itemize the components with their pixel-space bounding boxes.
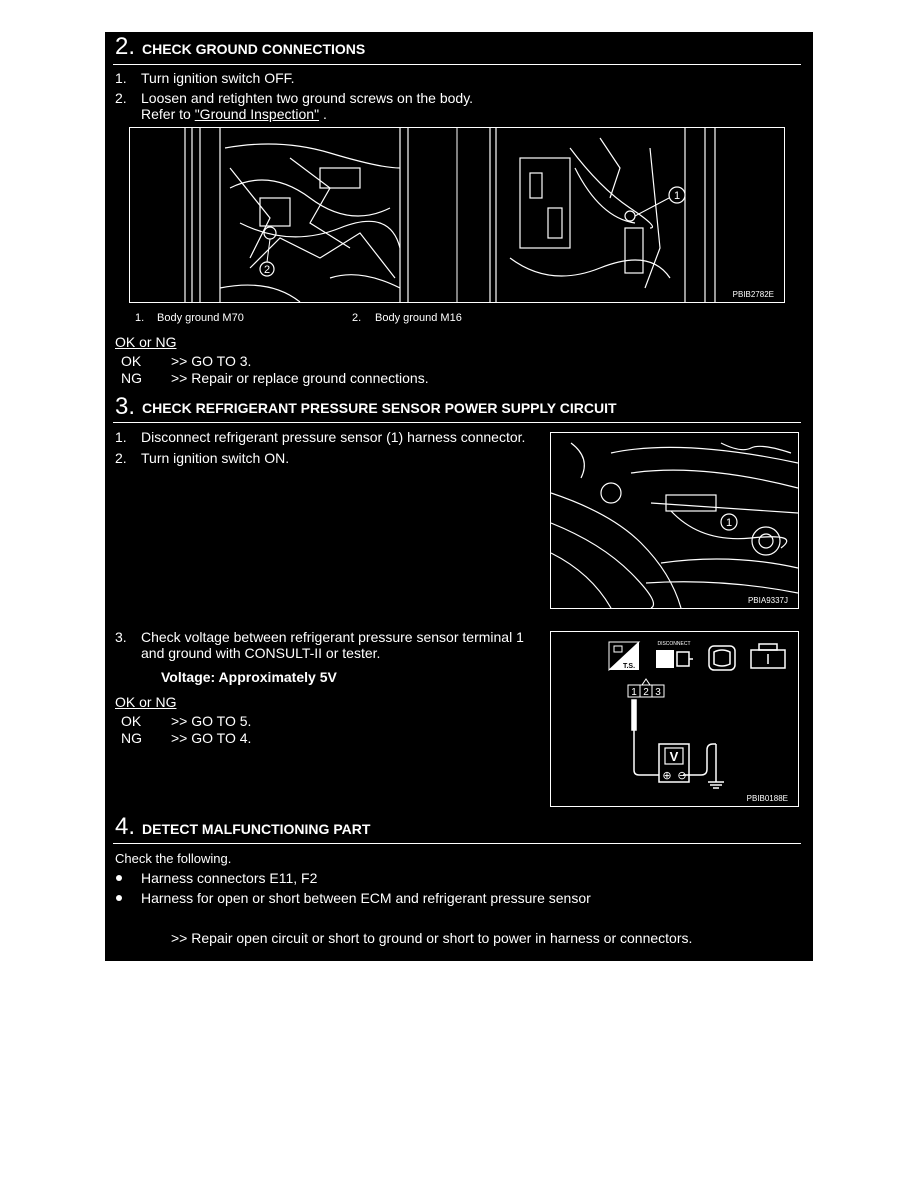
sensor-location-figure — [550, 432, 799, 609]
sensor-connector-icon — [751, 644, 785, 668]
step-3-number: 3. — [115, 393, 136, 420]
caption-1-text: Body ground M70 — [157, 312, 244, 324]
terminal-3-label: 3 — [655, 687, 661, 698]
step-3-ok-action: >> GO TO 5. — [171, 713, 252, 729]
voltage-check-diagram — [551, 632, 798, 806]
step-3-item-3-line-2: and ground with CONSULT-II or tester. — [141, 645, 381, 661]
voltage-check-figure — [550, 631, 799, 807]
step-4-bullet-2: Harness for open or short between ECM and refrigerant pressure sensor — [141, 890, 591, 906]
caption-1-number: 1. — [135, 312, 145, 324]
step-4-action: >> Repair open circuit or short to ground or short to power in harness or connectors. — [171, 930, 693, 946]
meter-positive-terminal: ⊕ — [662, 769, 672, 782]
terminal-2-label: 2 — [643, 687, 649, 698]
step-3-title: CHECK REFRIGERANT PRESSURE SENSOR POWER SUPPLY CIRCUIT — [142, 400, 617, 416]
step-4-title: DETECT MALFUNCTIONING PART — [142, 821, 371, 837]
step-3-item-1-text: Disconnect refrigerant pressure sensor (1) harness connector. — [141, 429, 526, 445]
ok-or-ng-heading: OK or NG — [115, 334, 177, 350]
sensor-callout-label: 1 — [725, 517, 733, 529]
step-3-item-3-number: 3. — [115, 629, 127, 645]
step-2-number: 2. — [115, 33, 136, 60]
voltage-spec: Voltage: Approximately 5V — [161, 669, 337, 685]
caption-2-number: 2. — [352, 312, 362, 324]
step-2-rule — [113, 64, 801, 65]
voltmeter-label: V — [669, 749, 679, 764]
ground-locations-figure — [129, 127, 785, 303]
figure-code: PBIB2782E — [732, 290, 774, 299]
step-2-item-2-number: 2. — [115, 90, 127, 106]
disconnect-label: DISCONNECT — [657, 641, 691, 647]
bullet-2-icon — [116, 895, 122, 901]
step-3-ok-or-ng-heading: OK or NG — [115, 694, 177, 710]
sensor-location-illustration — [551, 433, 798, 608]
step-3-item-2-text: Turn ignition switch ON. — [141, 450, 290, 466]
step-3-ng-action: >> GO TO 4. — [171, 730, 252, 746]
ng-action: >> Repair or replace ground connections. — [171, 370, 429, 386]
connector-face-icon — [709, 646, 735, 670]
figure-1-code: PBIA9337J — [747, 596, 788, 605]
callout-1-label: 1 — [673, 190, 681, 202]
ts-label: T.S. — [622, 663, 636, 670]
callout-2-label: 2 — [263, 264, 271, 276]
ng-label: NG — [121, 370, 142, 386]
step-3-ok-label: OK — [121, 713, 142, 729]
refer-suffix: . — [322, 106, 327, 122]
disconnect-connector-icon — [656, 650, 693, 668]
step-4-intro: Check the following. — [115, 851, 232, 866]
meter-negative-terminal: ⊖ — [677, 769, 687, 782]
service-manual-page — [105, 32, 813, 961]
ground-locations-illustration — [130, 128, 784, 302]
refer-line — [141, 106, 327, 122]
step-2-title: CHECK GROUND CONNECTIONS — [142, 41, 366, 57]
step-3-item-3-line-1: Check voltage between refrigerant pressure sensor terminal 1 — [141, 629, 524, 645]
step-4-number: 4. — [115, 813, 136, 840]
caption-2-text: Body ground M16 — [375, 312, 462, 324]
terminal-1-label: 1 — [631, 687, 637, 698]
step-3-ng-label: NG — [121, 730, 142, 746]
step-2-item-1-number: 1. — [115, 70, 127, 86]
ground-inspection-link[interactable]: "Ground Inspection" — [194, 106, 320, 122]
step-4-rule — [113, 843, 801, 844]
refer-prefix: Refer to — [141, 106, 191, 122]
step-2-item-1-text: Turn ignition switch OFF. — [141, 70, 295, 86]
figure-2-code: PBIB0188E — [746, 794, 788, 803]
ok-label: OK — [121, 353, 142, 369]
step-4-bullet-1: Harness connectors E11, F2 — [141, 870, 318, 886]
step-3-rule — [113, 422, 801, 423]
bullet-1-icon — [116, 875, 122, 881]
step-2-item-2-text: Loosen and retighten two ground screws on the body. — [141, 90, 474, 106]
step-3-item-1-number: 1. — [115, 429, 127, 445]
step-3-item-2-number: 2. — [115, 450, 127, 466]
ok-action: >> GO TO 3. — [171, 353, 252, 369]
